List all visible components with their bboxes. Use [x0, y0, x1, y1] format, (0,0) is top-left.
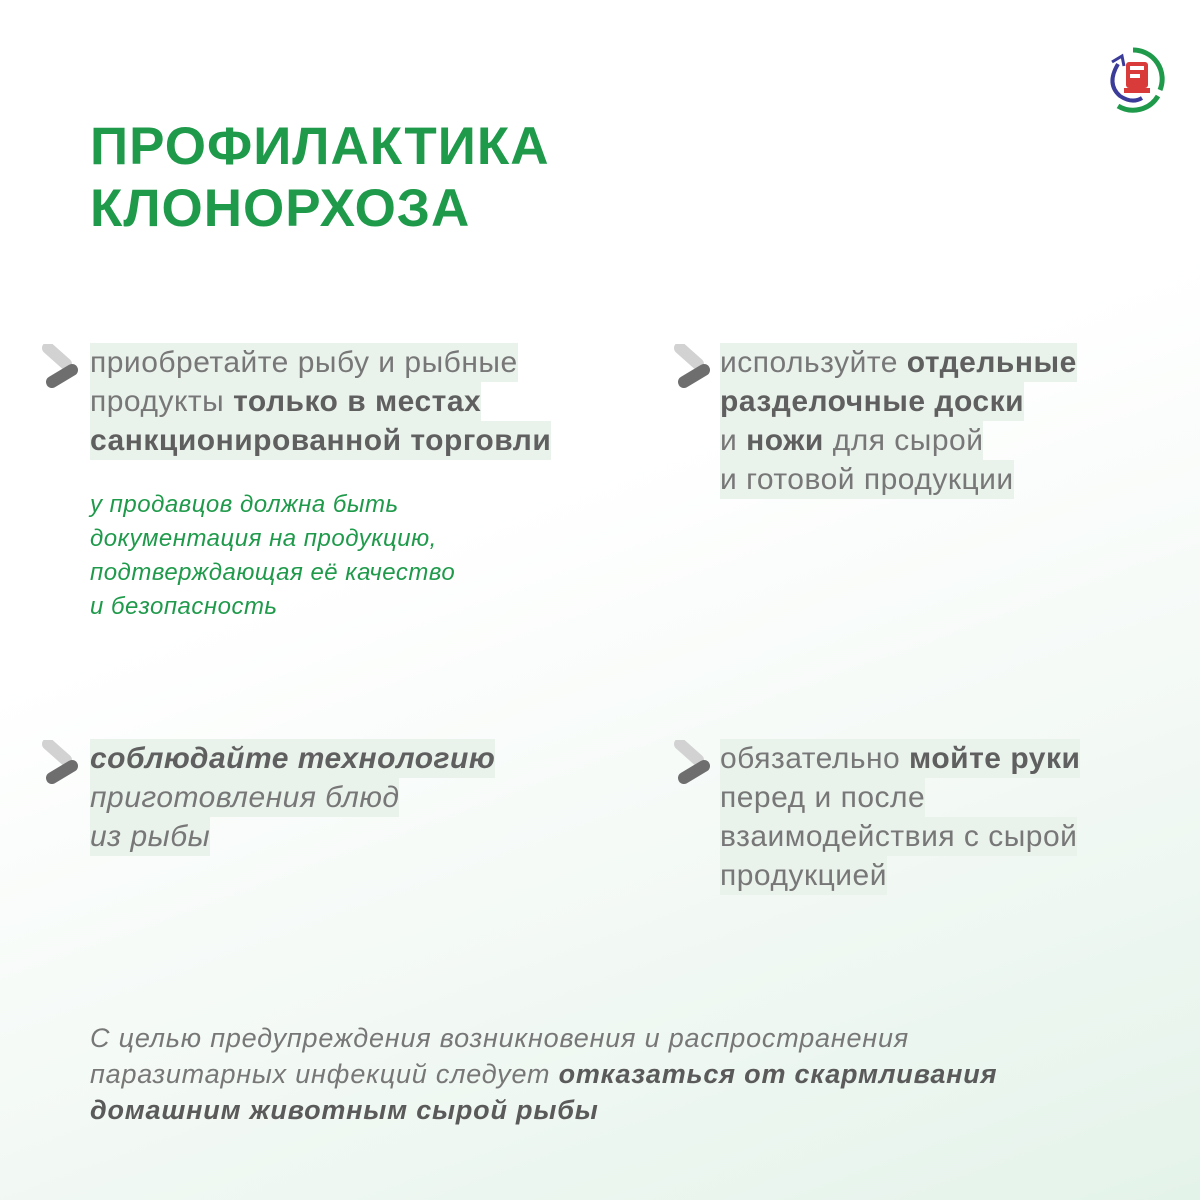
tip-line: и ножи для сырой [720, 421, 983, 460]
title-line-2: КЛОНОРХОЗА [90, 179, 471, 238]
tip-line: и готовой продукции [720, 460, 1014, 499]
logo-icon [1098, 44, 1168, 114]
chevron-bullet-icon [42, 344, 80, 388]
tip-line: из рыбы [90, 817, 210, 856]
footer-note: С целью предупреждения возникновения и распространения паразитарных инфекций следует отказаться от скармливания домашним животным сырой рыбы [90, 1023, 998, 1125]
page-title [90, 116, 550, 240]
tip-line: санкционированной торговли [90, 421, 551, 460]
tip-line: обязательно мойте руки [720, 739, 1080, 778]
tip-line: приготовления блюд [90, 778, 399, 817]
chevron-bullet-icon [42, 740, 80, 784]
tip-line: продукты только в местах [90, 382, 481, 421]
tip-line: продукцией [720, 856, 887, 895]
tip-line: разделочные доски [720, 382, 1024, 421]
tip-line: используйте отдельные [720, 343, 1077, 382]
chevron-bullet-icon [674, 740, 712, 784]
tip-line: приобретайте рыбу и рыбные [90, 343, 518, 382]
title-line-1: ПРОФИЛАКТИКА [90, 117, 550, 176]
chevron-bullet-icon [674, 344, 712, 388]
tip-line: соблюдайте технологию [90, 739, 495, 778]
tip-line: перед и после [720, 778, 925, 817]
seller-docs-note: у продавцов должна быть документация на продукцию, подтверждающая её качество и безопасность [90, 491, 456, 620]
tip-line: взаимодействия с сырой [720, 817, 1077, 856]
